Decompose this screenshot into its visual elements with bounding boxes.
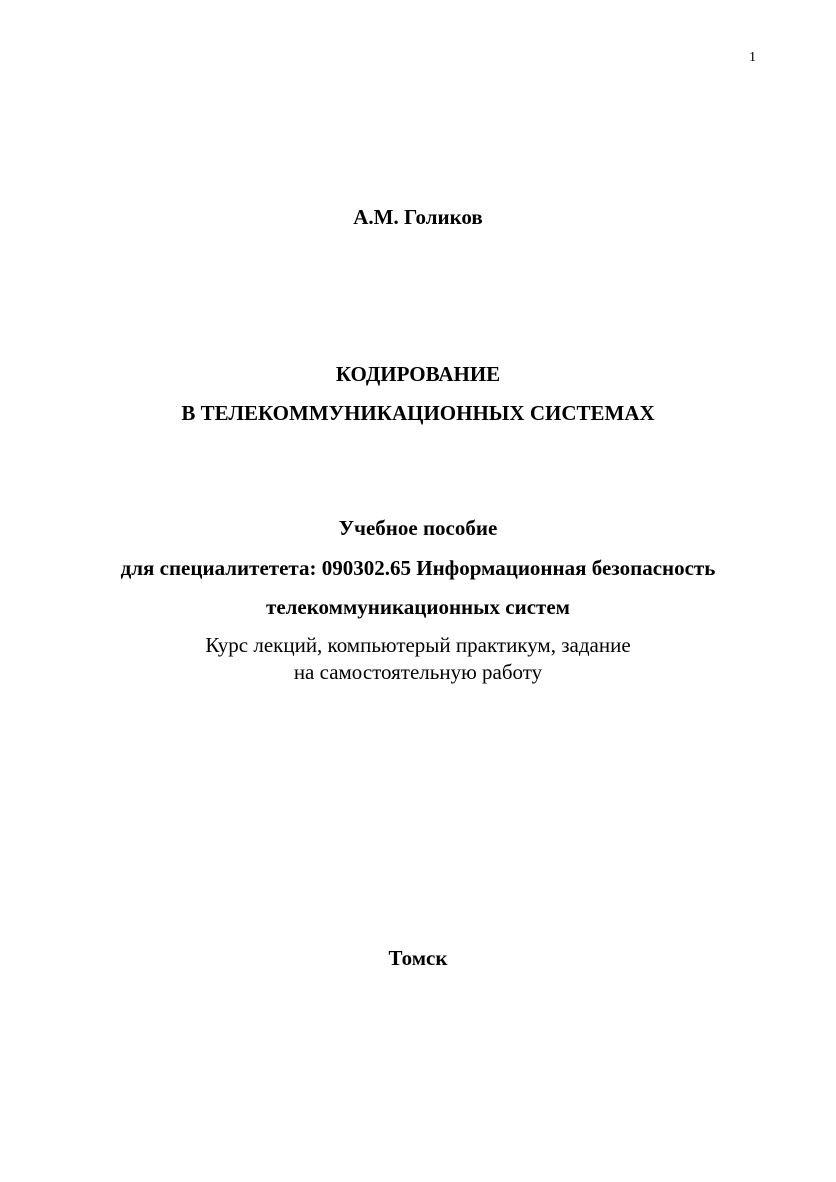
subtitle-line-3: телекоммуникационных систем [266, 595, 570, 619]
document-title-line-2: В ТЕЛЕКОММУНИКАЦИОННЫХ СИСТЕМАХ [181, 401, 655, 425]
course-description-line-1: Курс лекций, компьютерый практикум, задание [205, 633, 631, 657]
page-number: 1 [749, 50, 756, 65]
publication-city: Томск [388, 946, 448, 970]
document-title-line-1: КОДИРОВАНИЕ [335, 362, 501, 386]
course-description-line-2: на самостоятельную работу [293, 660, 543, 684]
subtitle-line-2: для специалитетета: 090302.65 Информационная безопасность [120, 556, 716, 580]
author-name: А.М. Голиков [353, 205, 483, 229]
subtitle-line-1: Учебное пособие [338, 516, 498, 540]
